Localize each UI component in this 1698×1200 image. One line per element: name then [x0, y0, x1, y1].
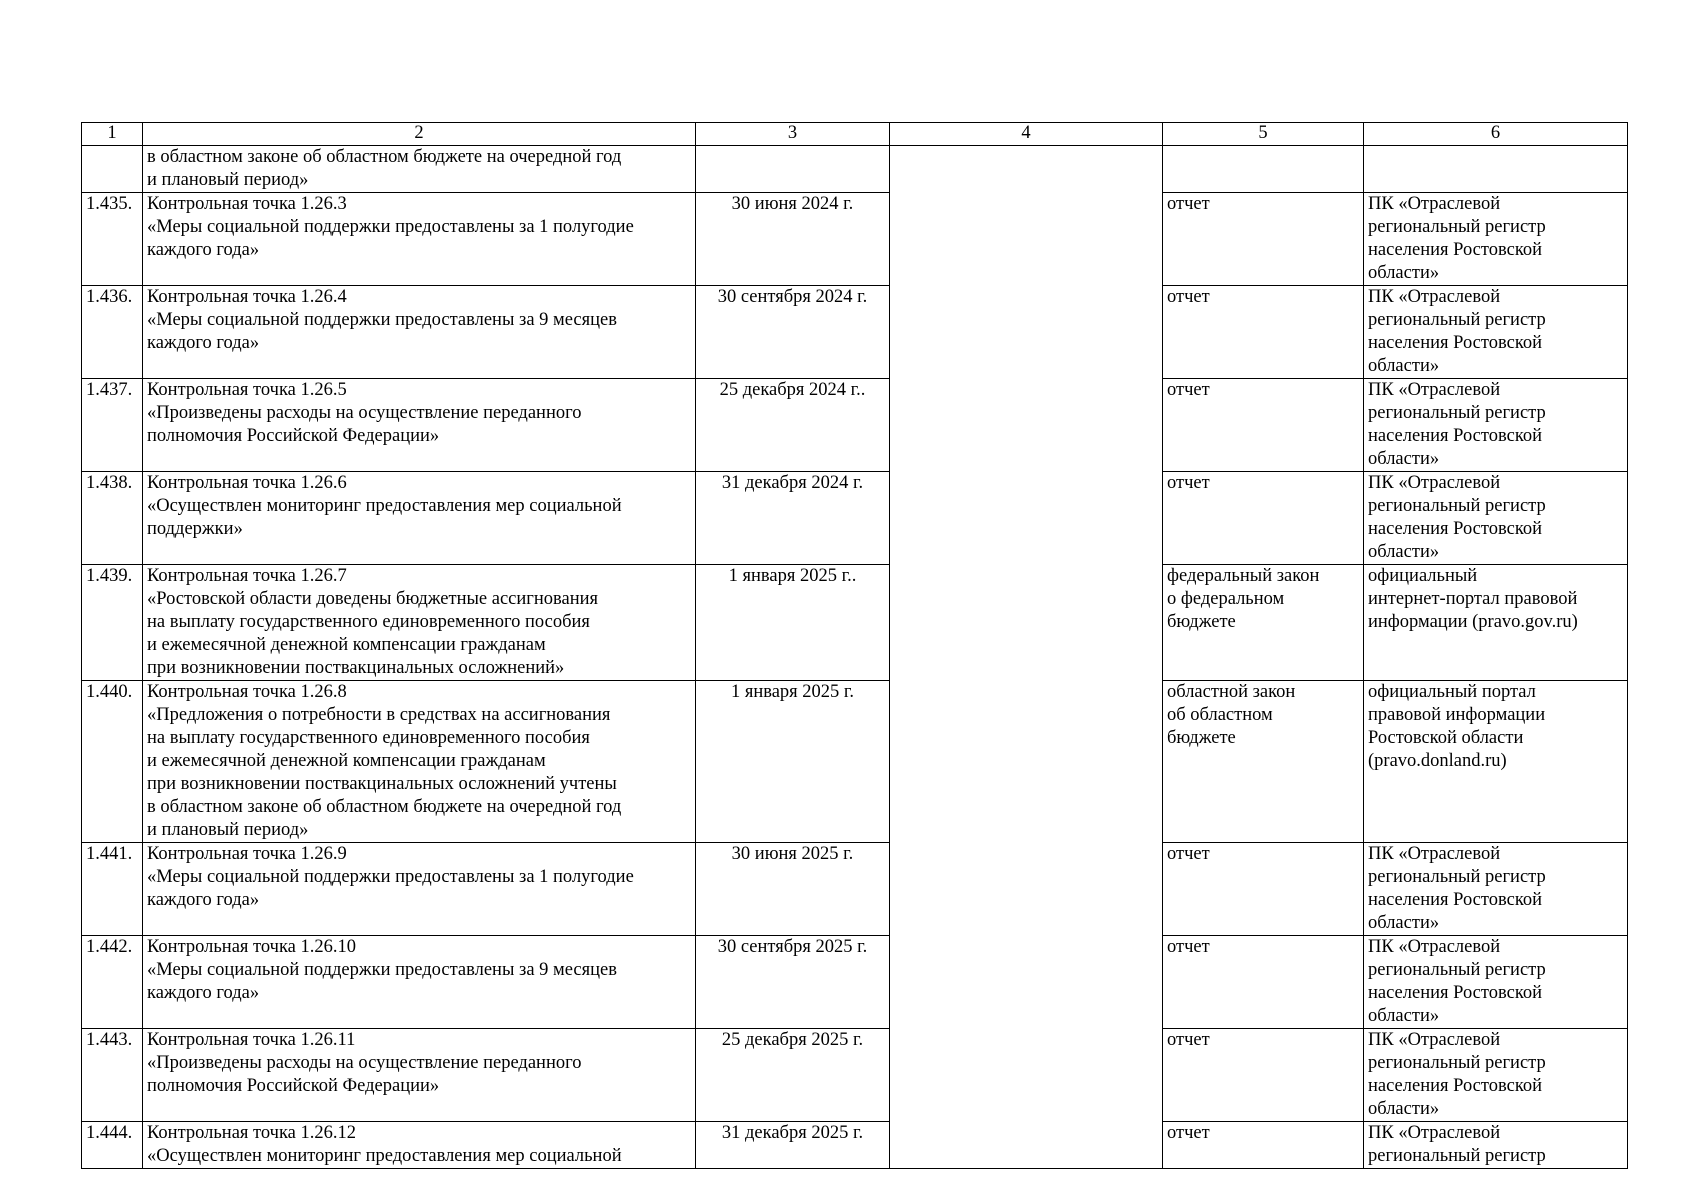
row-doc-type	[1163, 1029, 1364, 1122]
row-source	[1364, 681, 1628, 843]
header-col-2: 2	[143, 123, 696, 146]
source-line: региональный регистр	[1368, 403, 1546, 423]
row-source	[1364, 1122, 1628, 1169]
row-source	[1364, 193, 1628, 286]
row-description	[143, 1122, 696, 1169]
doc-type-line: отчет	[1167, 287, 1210, 307]
row-doc-type	[1163, 843, 1364, 936]
row-doc-type	[1163, 936, 1364, 1029]
row-date	[696, 146, 890, 193]
row-number: 1.444.	[82, 1122, 143, 1169]
row-description	[143, 193, 696, 286]
table-row	[82, 681, 1628, 843]
doc-type-line: бюджете	[1167, 728, 1236, 748]
row-description	[143, 843, 696, 936]
doc-type-line: отчет	[1167, 380, 1210, 400]
description-line: «Осуществлен мониторинг предоставления мер социальной	[147, 1146, 622, 1166]
table-row	[82, 843, 1628, 936]
source-line: населения Ростовской	[1368, 240, 1543, 260]
description-line: при возникновении поствакцинальных осложнений учтены	[147, 774, 617, 794]
description-line: на выплату государственного единовременного пособия	[147, 612, 590, 632]
description-line: Контрольная точка 1.26.9	[147, 844, 347, 864]
source-line: ПК «Отраслевой	[1368, 844, 1501, 864]
control-points-table	[81, 122, 1628, 1169]
source-line: области»	[1368, 263, 1440, 283]
row-doc-type	[1163, 472, 1364, 565]
description-line: Контрольная точка 1.26.10	[147, 937, 357, 957]
description-line: в областном законе об областном бюджете на очередной год	[147, 797, 622, 817]
row-source	[1364, 1029, 1628, 1122]
row-number: 1.439.	[82, 565, 143, 681]
doc-type-line: отчет	[1167, 1123, 1210, 1143]
row-date: 25 декабря 2024 г..	[696, 379, 890, 472]
row-doc-type	[1163, 146, 1364, 193]
source-line: ПК «Отраслевой	[1368, 287, 1501, 307]
doc-type-line: отчет	[1167, 1030, 1210, 1050]
description-line: «Меры социальной поддержки предоставлены за 9 месяцев	[147, 310, 617, 330]
doc-type-line: отчет	[1167, 473, 1210, 493]
row-description	[143, 472, 696, 565]
continuation-row	[82, 146, 1628, 193]
header-col-3: 3	[696, 123, 890, 146]
description-line: «Меры социальной поддержки предоставлены за 1 полугодие	[147, 217, 634, 237]
row-doc-type	[1163, 379, 1364, 472]
description-line: «Осуществлен мониторинг предоставления мер социальной	[147, 496, 622, 516]
source-line: ПК «Отраслевой	[1368, 1030, 1501, 1050]
source-line: населения Ростовской	[1368, 1076, 1543, 1096]
source-line: (pravo.donland.ru)	[1368, 751, 1507, 771]
doc-type-line: федеральный закон	[1167, 566, 1320, 586]
description-line: Контрольная точка 1.26.5	[147, 380, 347, 400]
row-number: 1.435.	[82, 193, 143, 286]
header-row	[82, 123, 1628, 146]
source-line: населения Ростовской	[1368, 426, 1543, 446]
row-source	[1364, 379, 1628, 472]
description-line: «Ростовской области доведены бюджетные ассигнования	[147, 589, 599, 609]
description-line: в областном законе об областном бюджете на очередной год	[147, 147, 622, 167]
source-line: ПК «Отраслевой	[1368, 473, 1501, 493]
source-line: области»	[1368, 1099, 1440, 1119]
description-line: каждого года»	[147, 240, 260, 260]
description-line: на выплату государственного единовременного пособия	[147, 728, 590, 748]
description-line: «Меры социальной поддержки предоставлены за 9 месяцев	[147, 960, 617, 980]
row-date: 31 декабря 2025 г.	[696, 1122, 890, 1169]
source-line: региональный регистр	[1368, 1053, 1546, 1073]
description-line: и плановый период»	[147, 170, 309, 190]
source-line: ПК «Отраслевой	[1368, 380, 1501, 400]
row-source	[1364, 565, 1628, 681]
row-date: 30 сентября 2025 г.	[696, 936, 890, 1029]
row-source	[1364, 146, 1628, 193]
description-line: и ежемесячной денежной компенсации гражданам	[147, 751, 546, 771]
table-row	[82, 1029, 1628, 1122]
source-line: правовой информации	[1368, 705, 1546, 725]
source-line: информации (pravo.gov.ru)	[1368, 612, 1578, 632]
description-line: при возникновении поствакцинальных осложнений»	[147, 658, 565, 678]
description-line: каждого года»	[147, 333, 260, 353]
table-row	[82, 472, 1628, 565]
description-line: Контрольная точка 1.26.8	[147, 682, 347, 702]
row-description	[143, 681, 696, 843]
source-line: региональный регистр	[1368, 496, 1546, 516]
header-col-4: 4	[890, 123, 1163, 146]
row-doc-type	[1163, 286, 1364, 379]
row-date: 1 января 2025 г.	[696, 681, 890, 843]
table-row	[82, 936, 1628, 1029]
description-line: поддержки»	[147, 519, 243, 539]
source-line: региональный регистр	[1368, 960, 1546, 980]
source-line: интернет-портал правовой	[1368, 589, 1578, 609]
row-date: 25 декабря 2025 г.	[696, 1029, 890, 1122]
row-description	[143, 565, 696, 681]
row-doc-type	[1163, 193, 1364, 286]
doc-type-line: отчет	[1167, 937, 1210, 957]
row-number: 1.443.	[82, 1029, 143, 1122]
table-row	[82, 379, 1628, 472]
source-line: региональный регистр	[1368, 1146, 1546, 1166]
row-description	[143, 146, 696, 193]
description-line: «Произведены расходы на осуществление переданного	[147, 1053, 582, 1073]
source-line: населения Ростовской	[1368, 333, 1543, 353]
description-line: «Произведены расходы на осуществление переданного	[147, 403, 582, 423]
row-source	[1364, 936, 1628, 1029]
description-line: и плановый период»	[147, 820, 309, 840]
source-line: ПК «Отраслевой	[1368, 194, 1501, 214]
row-number: 1.437.	[82, 379, 143, 472]
source-line: региональный регистр	[1368, 867, 1546, 887]
row-number: 1.440.	[82, 681, 143, 843]
row-date: 1 января 2025 г..	[696, 565, 890, 681]
doc-type-line: о федеральном	[1167, 589, 1285, 609]
row-number: 1.442.	[82, 936, 143, 1029]
description-line: каждого года»	[147, 983, 260, 1003]
table-row	[82, 193, 1628, 286]
row-number: 1.438.	[82, 472, 143, 565]
source-line: официальный портал	[1368, 682, 1536, 702]
description-line: полномочия Российской Федерации»	[147, 1076, 440, 1096]
source-line: области»	[1368, 913, 1440, 933]
row-number: 1.441.	[82, 843, 143, 936]
row-doc-type	[1163, 681, 1364, 843]
description-line: Контрольная точка 1.26.4	[147, 287, 347, 307]
doc-type-line: об областном	[1167, 705, 1273, 725]
description-line: «Меры социальной поддержки предоставлены за 1 полугодие	[147, 867, 634, 887]
source-line: населения Ростовской	[1368, 519, 1543, 539]
source-line: области»	[1368, 1006, 1440, 1026]
source-line: ПК «Отраслевой	[1368, 1123, 1501, 1143]
source-line: Ростовской области	[1368, 728, 1524, 748]
row-date: 31 декабря 2024 г.	[696, 472, 890, 565]
source-line: региональный регистр	[1368, 310, 1546, 330]
row-number: 1.436.	[82, 286, 143, 379]
description-line: Контрольная точка 1.26.12	[147, 1123, 357, 1143]
header-col-6: 6	[1364, 123, 1628, 146]
row-description	[143, 286, 696, 379]
table-row	[82, 565, 1628, 681]
row-doc-type	[1163, 1122, 1364, 1169]
description-line: Контрольная точка 1.26.6	[147, 473, 347, 493]
row-doc-type	[1163, 565, 1364, 681]
row-date: 30 июня 2025 г.	[696, 843, 890, 936]
row-description	[143, 1029, 696, 1122]
source-line: региональный регистр	[1368, 217, 1546, 237]
description-line: Контрольная точка 1.26.3	[147, 194, 347, 214]
column-4-merged-cell	[890, 146, 1163, 1169]
source-line: населения Ростовской	[1368, 983, 1543, 1003]
source-line: населения Ростовской	[1368, 890, 1543, 910]
doc-type-line: отчет	[1167, 844, 1210, 864]
table-row	[82, 1122, 1628, 1169]
description-line: каждого года»	[147, 890, 260, 910]
row-description	[143, 936, 696, 1029]
source-line: области»	[1368, 449, 1440, 469]
table-row	[82, 286, 1628, 379]
description-line: Контрольная точка 1.26.7	[147, 566, 347, 586]
row-source	[1364, 843, 1628, 936]
header-col-1: 1	[82, 123, 143, 146]
doc-type-line: отчет	[1167, 194, 1210, 214]
description-line: Контрольная точка 1.26.11	[147, 1030, 356, 1050]
row-number	[82, 146, 143, 193]
source-line: области»	[1368, 356, 1440, 376]
source-line: области»	[1368, 542, 1440, 562]
source-line: ПК «Отраслевой	[1368, 937, 1501, 957]
header-col-5: 5	[1163, 123, 1364, 146]
doc-type-line: бюджете	[1167, 612, 1236, 632]
description-line: «Предложения о потребности в средствах на ассигнования	[147, 705, 611, 725]
row-source	[1364, 472, 1628, 565]
description-line: и ежемесячной денежной компенсации гражданам	[147, 635, 546, 655]
row-date: 30 июня 2024 г.	[696, 193, 890, 286]
row-description	[143, 379, 696, 472]
document-page	[81, 122, 1627, 1169]
description-line: полномочия Российской Федерации»	[147, 426, 440, 446]
row-source	[1364, 286, 1628, 379]
doc-type-line: областной закон	[1167, 682, 1296, 702]
source-line: официальный	[1368, 566, 1478, 586]
row-date: 30 сентября 2024 г.	[696, 286, 890, 379]
